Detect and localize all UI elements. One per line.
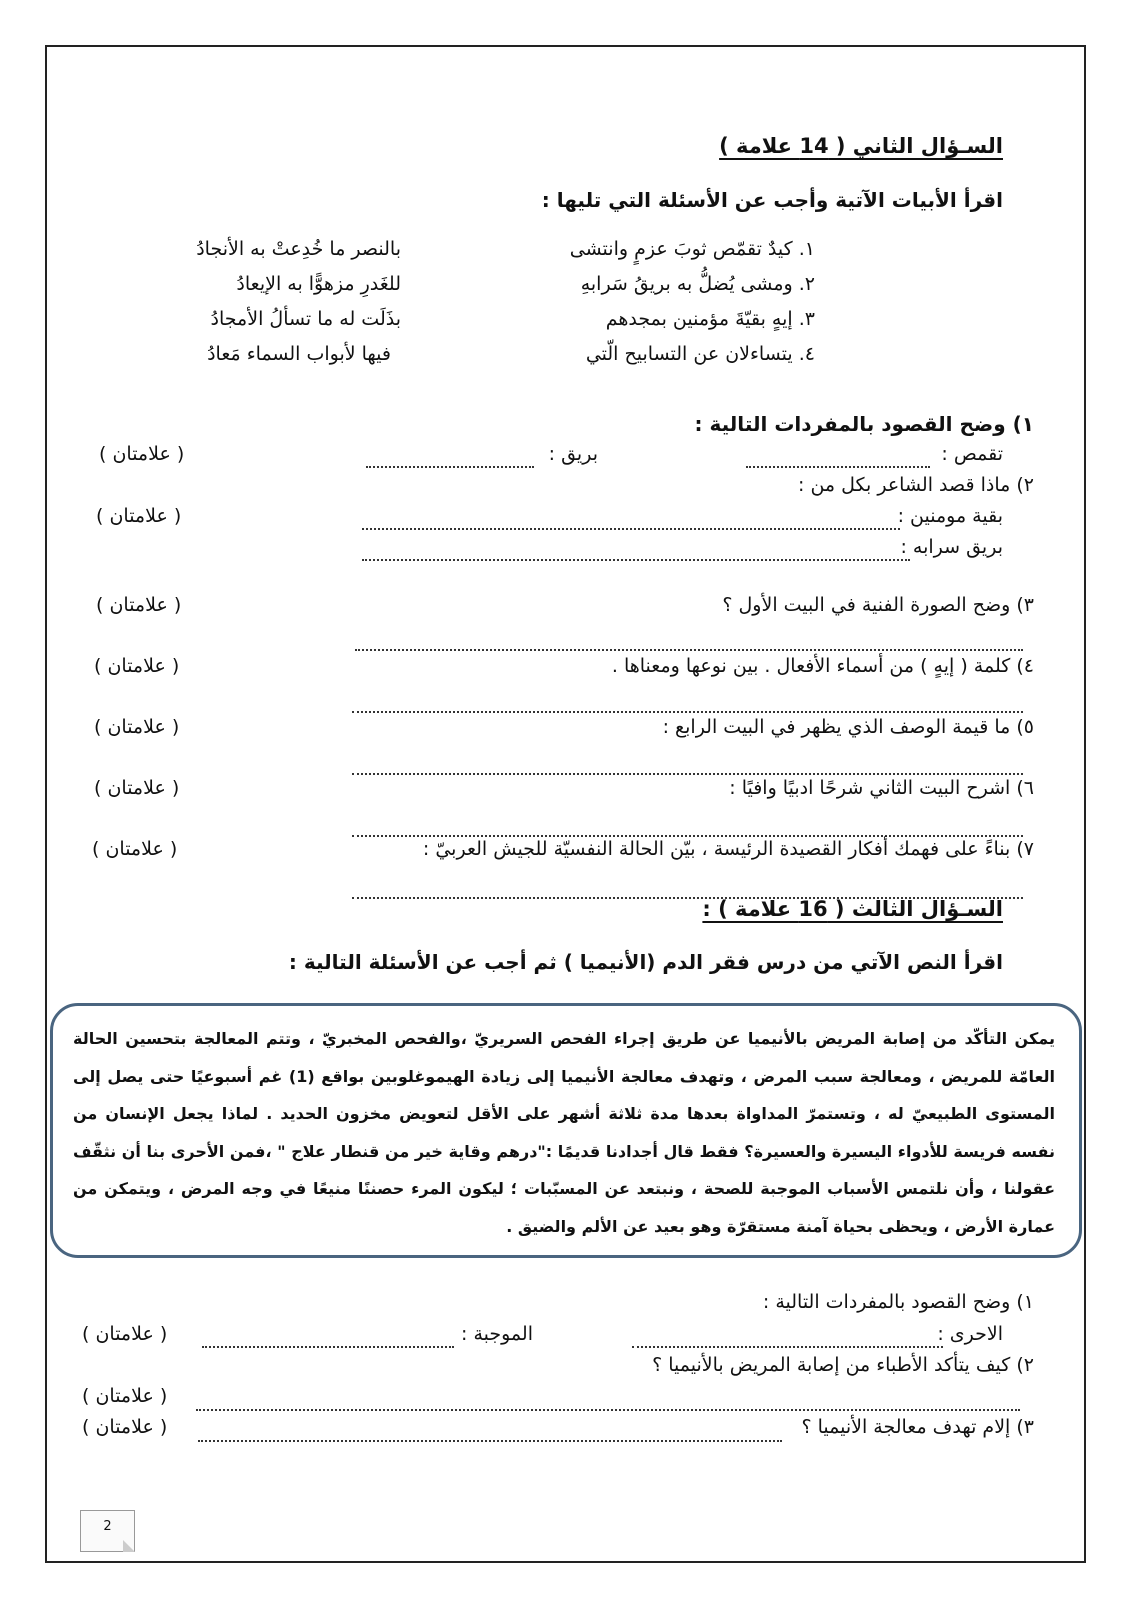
q3-instruction: اقرأ النص الآتي من درس فقر الدم (الأنيميا ) ثم أجب عن الأسئلة التالية :: [288, 950, 1003, 974]
q3-question-1: ١) وضح القصود بالمفردات التالية :: [762, 1291, 1034, 1313]
marks-label: ( علامتان ): [94, 716, 180, 738]
verse-3-second: بذَلَت له ما تسألُ الأمجادُ: [210, 308, 401, 330]
q2-question-7: ٧) بناءً على فهمك أفكار القصيدة الرئيسة ، بيّن الحالة النفسيّة للجيش العربيّ :: [422, 838, 1034, 860]
q3-question-3: ٣) إلام تهدف معالجة الأنيميا ؟: [801, 1416, 1034, 1438]
answer-line[interactable]: [202, 1346, 454, 1348]
q2-question-5: ٥) ما قيمة الوصف الذي يظهر في البيت الرابع :: [662, 716, 1034, 738]
verse-4-first: ٤. يتساءلان عن التسابيح الّتي: [585, 343, 815, 365]
passage-text: يمكن التأكّد من إصابة المريض بالأنيميا عن طريق إجراء الفحص السريريّ ،والفحص المخبريّ ، وتتم المعالجة بتحسين الحالة العامّة للمريض ، ومعالجة سبب المرض ، وتهدف معالجة الأنيميا إلى زيادة الهيموغلوبين بواقع (1) غم أسبوعيًا حتى يصل إلى المستوى الطبيعيّ له ، وتستمرّ المداواة بعدها مدة ثلاثة أشهر على الأقل لتعويض مخزون الحديد . لماذا يجعل الإنسان من نفسه فريسة للأدواء اليسيرة والعسيرة؟ فقط قال أجدادنا قديمًا :"درهم وقاية خير من قنطار علاج " ،فمن الأحرى بنا أن نثقّف عقولنا ، وأن نلتمس الأسباب الموجبة للصحة ، ونبتعد عن المسبّبات ؛ ليكون المرء حصننًا منيعًا في وجه المرض ، ويتمكن من عمارة الأرض ، ويحظى بحياة آمنة مستقرّة وهو بعيد عن الألم والضيق .: [73, 1029, 1055, 1236]
verse-4-second: فيها لأبواب السماء مَعادُ: [207, 343, 391, 365]
verse-1-first: ١. كيدٌ تقمّص ثوبَ عزمٍ وانتشى: [569, 238, 815, 260]
q2-q2-term-b: بريق سرابه :: [900, 536, 1003, 558]
answer-line[interactable]: [746, 466, 930, 468]
q2-question-2: ٢) ماذا قصد الشاعر بكل من :: [798, 474, 1034, 496]
q2-question-1: ١) وضح القصود بالمفردات التالية :: [694, 412, 1034, 436]
answer-line[interactable]: [366, 466, 534, 468]
marks-label: ( علامتان ): [96, 594, 182, 616]
q2-title: السـؤال الثاني ( 14 علامة ): [719, 134, 1003, 158]
marks-label: ( علامتان ): [82, 1323, 168, 1345]
answer-line[interactable]: [355, 649, 1023, 651]
q2-q1-term-b: بريق :: [548, 443, 598, 465]
verse-number: ٣.: [798, 308, 815, 330]
verse-number: ٤.: [798, 343, 815, 365]
q2-question-3: ٣) وضح الصورة الفنية في البيت الأول ؟: [722, 594, 1034, 616]
marks-label: ( علامتان ): [94, 777, 180, 799]
verse-number: ١.: [798, 238, 815, 260]
answer-line[interactable]: [352, 773, 1023, 775]
verse-2-first: ٢. ومشى يُضلُّ به بريقُ سَرابهِ: [580, 273, 815, 295]
marks-label: ( علامتان ): [99, 443, 185, 465]
answer-line[interactable]: [198, 1440, 782, 1442]
q2-instruction: اقرأ الأبيات الآتية وأجب عن الأسئلة التي تليها :: [541, 188, 1003, 212]
q3-title: السـؤال الثالث ( 16 علامة ) :: [702, 897, 1003, 921]
verse-1-second: بالنصر ما خُدِعتْ به الأنجادُ: [196, 238, 401, 260]
marks-label: ( علامتان ): [82, 1416, 168, 1438]
q2-question-6: ٦) اشرح البيت الثاني شرحًا ادبيًا وافيًا :: [729, 777, 1034, 799]
page-number-box: [80, 1510, 135, 1552]
q3-question-2: ٢) كيف يتأكد الأطباء من إصابة المريض بالأنيميا ؟: [652, 1354, 1034, 1376]
answer-line[interactable]: [352, 835, 1023, 837]
answer-line[interactable]: [352, 711, 1023, 713]
answer-line[interactable]: [362, 528, 900, 530]
answer-line[interactable]: [196, 1409, 1020, 1411]
answer-line[interactable]: [632, 1346, 943, 1348]
reading-passage-box: [50, 1003, 1082, 1258]
q3-q1-term-a: الاحرى :: [937, 1323, 1003, 1345]
marks-label: ( علامتان ): [82, 1385, 168, 1407]
page-number: 2: [103, 1519, 112, 1534]
q2-q2-term-a: بقية مومنين :: [897, 505, 1003, 527]
page-curl-icon: [123, 1540, 135, 1552]
answer-line[interactable]: [362, 559, 910, 561]
q2-q1-term-a: تقمص :: [941, 443, 1003, 465]
page-border: [45, 45, 1086, 1563]
marks-label: ( علامتان ): [94, 655, 180, 677]
marks-label: ( علامتان ): [92, 838, 178, 860]
marks-label: ( علامتان ): [96, 505, 182, 527]
q3-q1-term-b: الموجبة :: [461, 1323, 533, 1345]
verse-2-second: للغَدرِ مزهوًّا به الإيعادُ: [236, 273, 401, 295]
verse-3-first: ٣. إيهٍ بقيّةَ مؤمنين بمجدهم: [605, 308, 815, 330]
q2-question-4: ٤) كلمة ( إيهٍ ) من أسماء الأفعال . بين نوعها ومعناها .: [611, 655, 1034, 677]
verse-number: ٢.: [798, 273, 815, 295]
